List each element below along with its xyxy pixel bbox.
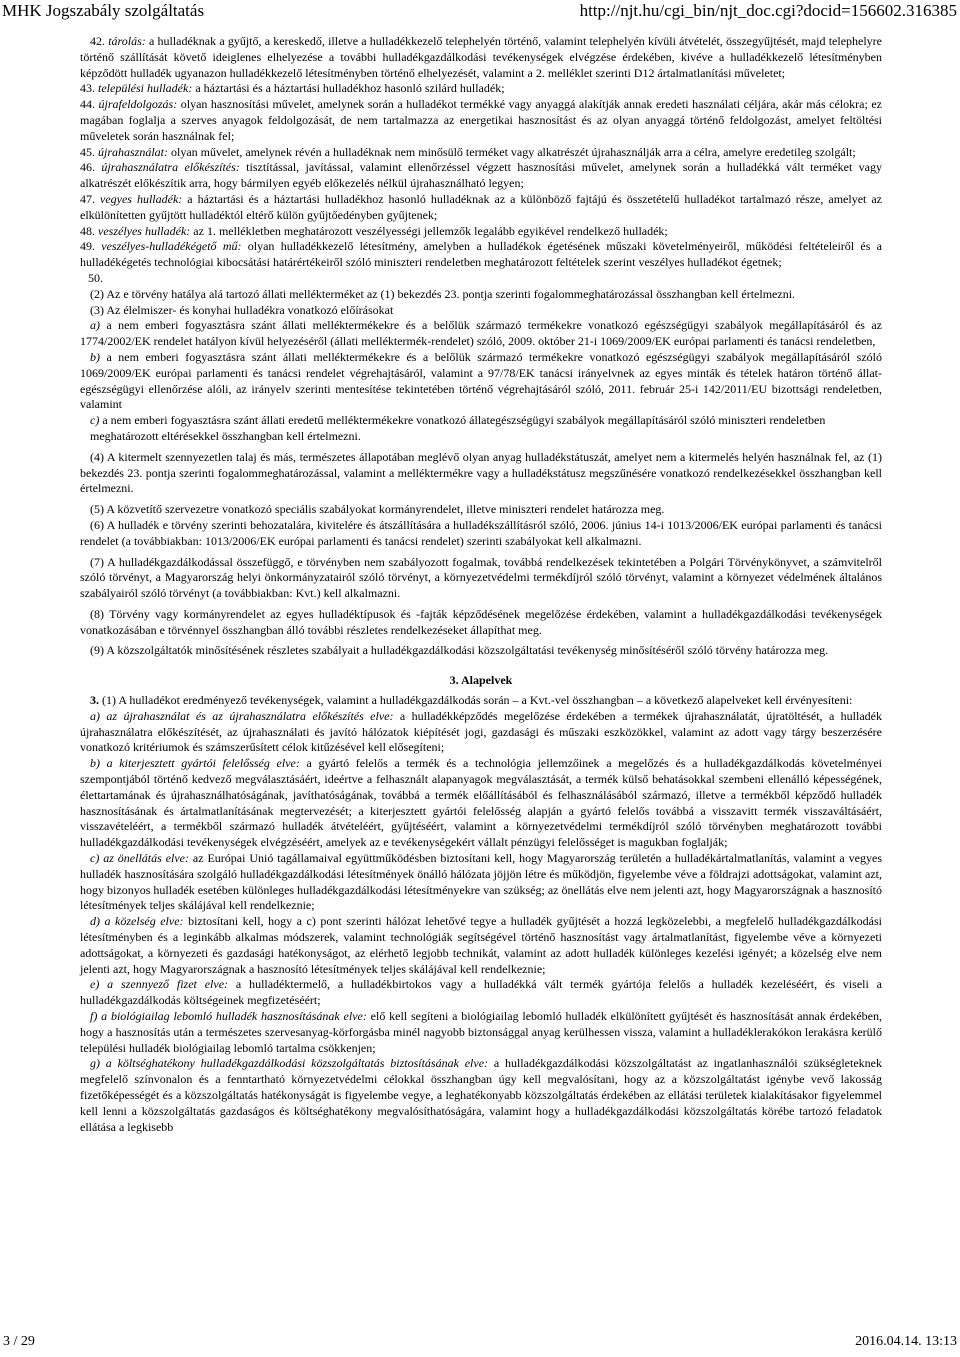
header-title: MHK Jogszabály szolgáltatás: [2, 1, 205, 20]
page-header: [0, 0, 960, 22]
chapter-heading: 3. Alapelvek: [449, 673, 513, 688]
subsection-4: (4) A kitermelt szennyezetlen talaj és más, természetes állapotában meglévő olyan anyag hulladékstátuszát, amelyet nem a kitermelés helyén használnak fel, az (1) bekezdés 23. pontja szerinti fogalommeghatározással, valamint a melléktermékre vagy a hulladékstátusz megszűnésére vonatkozó rendelkezésekkel összhangban kell értelmezni.: [80, 449, 882, 496]
subsection-3-a: a) a nem emberi fogyasztásra szánt állati melléktermékekre és a belőlük származó termékekre vonatkozó egészségügyi szabályok megállapításáról és az 1774/2002/EK rendelet hatályon kívül helyezéséről (állati melléktermék-rendelet) szóló, 2009. október 21-i 1069/2009/EK európai parlamenti és tanácsi rendeletben,: [80, 318, 882, 349]
subsection-6: (6) A hulladék e törvény szerinti behozatalára, kivitelére és átszállítására a hulladékszállításról szóló, 2006. június 14-i 1013/2006/EK európai parlamenti és tanácsi rendelet (a továbbiakban: 1013/2006/EK európai parlamenti és tanácsi rendelet) szerinti szabályokat kell alkalmazni.: [80, 517, 882, 548]
header-url[interactable]: http://njt.hu/cgi_bin/njt_doc.cgi?docid=156602.316385: [579, 1, 957, 20]
list-item-50: 50.: [88, 270, 103, 285]
item-number: 48.: [80, 223, 95, 238]
point-label: b): [90, 349, 100, 364]
principle-title: d) a közelség elve:: [90, 914, 184, 929]
subsection-3: (3) Az élelmiszer- és konyhai hulladékra vonatkozó előírásokat: [90, 302, 394, 317]
subsection-7: (7) A hulladékgazdálkodással összefüggő, e törvényben nem szabályozott fogalmak, továbbá rendelkezések tekintetében a Polgári Törvénykönyvet, a számvitelről szóló törvényt, a Magyarország helyi önkormányzatairól szóló törvényt, a környezetvédelmi termékdíjról szóló törvényt, valamint a környezet védelmének általános szabályairól szóló törvényt (a továbbiakban: Kvt.) kell alkalmazni.: [80, 554, 882, 601]
document-body: [80, 34, 882, 1135]
principle-title: f) a biológiailag lebomló hulladék hasznosításának elve:: [90, 1009, 367, 1024]
list-item-46: [80, 160, 882, 192]
principle-a: a) az újrahasználat és az újrahasználatra előkészítés elve: a hulladékképződés megelőzése érdekében a termékek újrahasználatát, újratöltését, a hulladék újrahasználatra előkészítését, az újrahasználati és javító hálózatok kiépítését jogi, gazdasági és műszaki eszközökkel, valamint az adott vagy tárgy beszerzésére vonatkozó kritériumok és számszerűsített célok kitűzésével kell elősegíteni;: [80, 708, 883, 755]
principle-e: e) a szennyező fizet elve: a hulladéktermelő, a hulladékbirtokos vagy a hulladékká vált termék gyártója felelős a hulladék kezeléséért, és viseli a hulladékgazdálkodás költségeinek megfizetéséért;: [80, 977, 882, 1008]
term: veszélyes hulladék:: [98, 223, 191, 238]
definition: olyan hulladékkezelő létesítmény, amelyben a hulladékok égetésének műszaki követelményeiről, működési feltételeiről és a hulladékégetés technológiai kibocsátási határértékeiről szóló miniszteri rendeletben meghatározott feltételek szerint veszélyes hulladékot égetnek;: [80, 239, 883, 270]
definition: tisztítással, javítással, valamint ellenőrzéssel végzett hasznosítási művelet, amelynek során a hulladékká vált terméket vagy alkatrészét előkészítik arra, hogy bármilyen egyéb előkezelés nélkül újrahasználható legyen;: [80, 160, 882, 191]
item-number: 43.: [80, 81, 95, 96]
principle-d: d) a közelség elve: biztosítani kell, hogy a c) pont szerinti hálózat lehetővé tegye a hulladék gyűjtését a hozzá legközelebbi, a megfelelő hulladékgazdálkodási létesítményben és a leginkább alkalmas módszerek, valamint technológiák segítségével történő hasznosítást vagy ártalmatlanítást, figyelembe véve a környezeti adottságokat, a környezeti és gazdasági hatékonyságot, az elérhető legjobb technikát, valamint az adott hulladék különleges kezelési igényét; a közelség elve nem jelenti azt, hogy Magyarországnak a hasznosító létesítmények teljes skálájával kell rendelkeznie;: [80, 914, 882, 976]
term: veszélyes-hulladékégető mű:: [101, 239, 242, 254]
principle-c: c) az önellátás elve: az Európai Unió tagállamaival együttműködésben biztosítani kell, hogy Magyarország területén a hulladékártalmatlanítás, valamint a vegyes hulladék hasznosítására szolgáló hulladékgazdálkodási létesítmények önálló hálózata jöjjön létre és működjön, figyelembe véve a földrajzi adottságokat, valamint azt, hogy bizonyos hulladék esetében különleges hulladékgazdálkodási létesítményekre van szükség; az önellátás elve nem jelenti azt, hogy Magyarországnak a hasznosító létesítmények teljes skálájával kell rendelkeznie;: [80, 851, 882, 913]
term: települési hulladék:: [98, 81, 193, 96]
principle-b: b) a kiterjesztett gyártói felelősség elve: a gyártó felelős a termék és a technológia jellemzőinek a megelőzés és a hulladékgazdálkodás követelményei szempontjából történő kedvező megválasztásáért, ideértve a felhasznált alapanyagok megválasztását, a termék külső behatásokkal szembeni ellenálló képességének, élettartamának és újrahasználhatóságának, javíthatóságának, továbbá a termék előállításából és felhasználásából származó, illetve a termékből képződő hulladék hasznosításának és ártalmatlanításának megtervezését; a kiterjesztett gyártói felelősség alapján a gyártó felelős továbbá a visszavitt termék visszaváltásáért, visszavételéért, a termékből származó hulladék átvételéért, gyűjtéséért, valamint a környezetvédelmi termékdíjról szóló törvényben meghatározott további hulladékgazdálkodási tevékenységek elvégzéséért, amelyek az e tevékenységekért vállalt pénzügyi felelősséget is magukban foglalják;: [80, 756, 882, 850]
principle-title: b) a kiterjesztett gyártói felelősség elve:: [90, 756, 300, 771]
definition: a hulladéknak a gyűjtő, a kereskedő, illetve a hulladékkezelő telephelyén történő, valamint telephelyén kívüli átvételét, összegyűjtését, majd telephelyre történő szállítását követő ideiglenes elhelyezése a további hulladékgazdálkodási tevékenységek elvégzése érdekében, kivéve a hulladékkezelő létesítményben képződött hulladék ugyanazon hulladékkezelő létesítményben történő elhelyezését, valamint a 2. melléklet szerinti D12 ártalmatlanítási műveletet;: [80, 34, 883, 80]
subsection-2: (2) Az e törvény hatálya alá tartozó állati mellékterméket az (1) bekezdés 23. pontja szerinti fogalommeghatározással összhangban kell értelmezni.: [90, 286, 796, 301]
point-label: c): [90, 413, 100, 428]
definition: a háztartási és a háztartási hulladékhoz hasonló hulladéknak az a különböző fajtájú és összetételű hulladékot tartalmazó része, amelyet az elkülönítetten gyűjtött hulladéktól eltérő külön gyűjtőedényben gyűjtenek;: [80, 191, 882, 222]
subsection-8: (8) Törvény vagy kormányrendelet az egyes hulladéktípusok és -fajták képződésének megelőzése érdekében, valamint a hulladékgazdálkodási tevékenységek vonatkozásában e törvénnyel összhangban álló további részletes rendelkezéseket állapíthat meg.: [80, 606, 882, 637]
term: vegyes hulladék:: [100, 191, 183, 206]
subsection-3-b: b) a nem emberi fogyasztásra szánt állati melléktermékekre és a belőlük származó termékekre vonatkozó egészségügyi szabályok megállapításáról szóló 1069/2009/EK európai parlamenti és tanácsi rendelet végrehajtásáról, valamint a 97/78/EK tanácsi irányelvnek az egyes minták és tételek határon történő állat-egészségügyi ellenőrzése alóli, az irányelv szerinti mentesítése tekintetében történő végrehajtásáról szóló, 2011. február 25-i 142/2011/EU bizottsági rendeletben, valamint: [80, 349, 882, 412]
principle-title: a) az újrahasználat és az újrahasználatra előkészítés elve:: [90, 708, 394, 723]
point-label: a): [90, 318, 100, 333]
list-item-44: [80, 97, 882, 144]
item-number: 44.: [80, 97, 95, 112]
principle-title: e) a szennyező fizet elve:: [90, 977, 229, 992]
term: újrahasználatra előkészítés:: [101, 160, 240, 175]
principle-title: c) az önellátás elve:: [90, 851, 190, 866]
list-item-43: [80, 81, 882, 97]
principle-f: f) a biológiailag lebomló hulladék hasznosításának elve: elő kell segíteni a biológiailag lebomló hulladék elkülönített gyűjtését és hasznosítását annak érdekében, hogy a hasznosítás után a természetes szervesanyag-körforgásba minél nagyobb biztonsággal anyag kerülhessen vissza, valamint a hulladéklerakókon lerakásra kerülő települési hulladék biológiailag lebomló tartalma csökkenjen;: [80, 1009, 882, 1055]
item-number: 47.: [80, 191, 95, 206]
principle-g: g) a költséghatékony hulladékgazdálkodási közszolgáltatás biztosításának elve: a hulladékgazdálkodási közszolgáltatást az ingatlanhasználói szükségleteknek megfelelő színvonalon és a fenntartható környezetvédelmi célokkal összhangban úgy kell megvalósítani, hogy az a közszolgáltatást igénybe vevő lakosság fizetőképességét és a közszolgáltatás hatékonyságát is figyelembe vegye, a leghatékonyabb közszolgáltatás érdekében az ellátási területek kialakításakor figyelemmel kell lenni a közszolgáltatás gazdaságos és költséghatékony megvalósíthatóságára, valamint hogy a hulladékgazdálkodási közszolgáltatás körébe tartozó feladatok ellátása a legkisebb: [80, 1056, 882, 1134]
list-item-42: [80, 34, 882, 81]
definition: olyan művelet, amelynek révén a hulladéknak nem minősülő terméket vagy alkatrészét újrahasználják arra a célra, amelyre eredetileg szolgált;: [168, 144, 856, 159]
subsection-5: (5) A közvetítő szervezetre vonatkozó speciális szabályokat kormányrendelet, illetve miniszteri rendelet határozza meg.: [90, 502, 665, 517]
term: újrafeldolgozás:: [98, 97, 178, 112]
section-3: 3. (1) A hulladékot eredményező tevékenységek, valamint a hulladékgazdálkodás során – a Kvt.-vel összhangban – a következő alapelveket kell érvényesíteni:: [90, 693, 853, 708]
list-item-48: [80, 224, 882, 240]
list-item-49: [80, 239, 882, 271]
term: tárolás:: [108, 34, 146, 48]
principle-title: g) a költséghatékony hulladékgazdálkodási közszolgáltatás biztosításának elve:: [90, 1056, 489, 1071]
list-item-45: [80, 145, 882, 161]
section-number: 3.: [90, 693, 99, 708]
subsection-9: (9) A közszolgáltatók minősítésének részletes szabályait a hulladékgazdálkodási közszolgáltatási tevékenység minősítéséről szóló törvény határozza meg.: [90, 643, 829, 658]
item-number: 49.: [80, 239, 95, 254]
term: újrahasználat:: [98, 144, 169, 159]
definition: a háztartási és a háztartási hulladékhoz hasonló szilárd hulladék;: [192, 81, 505, 96]
item-number: 42.: [90, 34, 105, 48]
definition: olyan hasznosítási művelet, amelynek során a hulladékot termékké vagy anyaggá alakítják annak eredeti használati céljára, akár más célokra; ez magában foglalja a szerves anyagok feldolgozását, de nem tartalmazza az energetikai hasznosítást és az olyan anyaggá történő feldolgozást, amelyet feltöltési műveletek során használnak fel;: [80, 97, 882, 143]
print-timestamp: 2016.04.14. 13:13: [855, 1334, 957, 1349]
item-number: 46.: [80, 160, 95, 175]
page-counter: 3 / 29: [3, 1334, 35, 1349]
subsection-3-c: c) a nem emberi fogyasztásra szánt állati eredetű melléktermékekre vonatkozó állategészségügyi szabályok megállapításáról szóló miniszteri rendeletben: [90, 413, 826, 428]
definition: az 1. mellékletben meghatározott veszélyességi jellemzők legalább egyikével rendelkező hulladék;: [190, 223, 668, 238]
list-item-47: [80, 192, 882, 224]
subsection-3-end: meghatározott eltérésekkel összhangban kell értelmezni.: [90, 428, 361, 443]
item-number: 45.: [80, 144, 95, 159]
